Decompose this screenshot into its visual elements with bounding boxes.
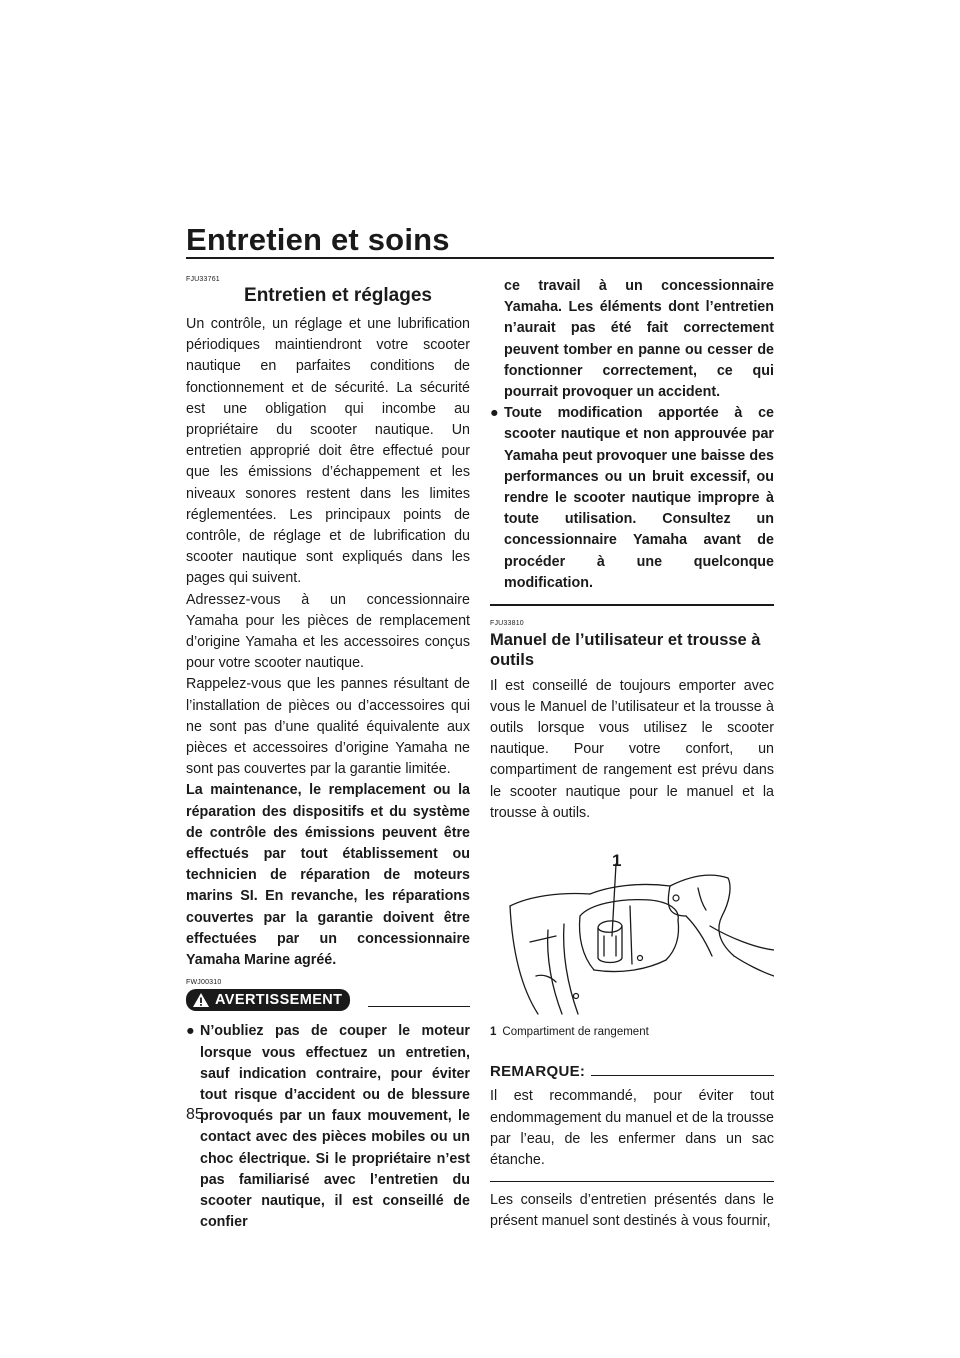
warning-end-rule: [490, 604, 774, 606]
bullet-continuation: ce travail à un concessionnaire Yamaha. Les éléments dont l’entretien n’aurait pas été fait correctement peuvent tomber en panne ou cesser de fonctionner correctement, ce qui pourrait provoquer un accident.: [504, 278, 774, 401]
warning-label: AVERTISSEMENT: [215, 991, 343, 1008]
section-code: FJU33810: [490, 619, 524, 627]
warning-triangle-icon: [192, 992, 210, 1008]
bullet-icon: ●: [490, 405, 499, 422]
section-title: Manuel de l’utilisateur et trousse à outils: [490, 630, 761, 669]
section-code: FJU33761: [186, 276, 220, 283]
warning-header: [186, 989, 470, 1011]
caption-number: 1: [490, 1025, 497, 1038]
bullet-text: N’oubliez pas de couper le moteur lorsque vous effectuez un entretien, sauf indication contraire, pour éviter tout risque d’accident ou de blessure provoqués par un faux mouvement, le contact avec des pièces mobiles ou un choc électrique. Si le propriétaire n’est pas familiarisé avec l’entretien du scooter nautique, il est conseillé de confier: [200, 1023, 470, 1231]
page-title: Entretien et soins: [186, 222, 450, 257]
paragraph: Adressez-vous à un concessionnaire Yamaha pour les pièces de remplacement d’origine Yamaha et les accessoires conçus pour votre scooter nautique.: [186, 591, 470, 672]
caption-text: Compartiment de rangement: [502, 1025, 649, 1038]
list-item: [490, 403, 774, 594]
warning-badge: [186, 989, 350, 1011]
remarque-label: REMARQUE:: [490, 1063, 586, 1081]
figure-callout-number: 1: [612, 850, 622, 870]
bullet-text: Toute modification apportée à ce scooter nautique et non approuvée par Yamaha peut provoquer une baisse des performances ou un bruit excessif, ou rendre le scooter nautique impropre à toute utilisation. Consultez un concessionnaire Yamaha avant de procéder à une quelconque modification.: [504, 405, 774, 591]
bullet-icon: ●: [186, 1023, 195, 1040]
paragraph: Il est conseillé de toujours emporter avec vous le Manuel de l’utilisateur et la trousse à outils lorsque vous utilisez le scooter nautique. Pour votre confort, un compartiment de rangement est prévu dans le scooter nautique pour le manuel et la trousse à outils.: [490, 677, 774, 821]
storage-compartment-illustration: [490, 846, 774, 1016]
remarque-text: Il est recommandé, pour éviter tout endommagement du manuel et de la trousse par l’eau, de les enfermer dans un sac étanche.: [490, 1088, 774, 1168]
left-column: [186, 276, 470, 1233]
header-rule: [186, 257, 774, 259]
paragraph: Un contrôle, un réglage et une lubrification périodiques maintiendront votre scooter nautique en parfaites conditions de fonctionnement et de sécurité. La sécurité est une obligation qui incombe au propriétaire du scooter nautique. Un entretien approprié doit être effectué pour que les émissions d’échappement et les niveaux sonores restent dans les limites réglementées. Les principaux points de contrôle, de réglage et de lubrification du scooter nautique sont expliqués dans les pages qui suivent.: [186, 316, 470, 587]
right-column: [490, 276, 774, 1233]
figure-caption: [490, 1022, 774, 1043]
warning-rule: [368, 1006, 470, 1008]
page-number: 85: [186, 1106, 204, 1123]
paragraph: Rappelez-vous que les pannes résultant de l’installation de pièces ou d’accessoires qui ne sont pas d’une qualité équivalente aux pièces et accessoires d’origine Yamaha ne sont pas couvertes par la garantie limitée.: [186, 676, 470, 778]
remarque-rule: [591, 1075, 774, 1077]
list-item: [186, 1021, 470, 1233]
remarque-header: [490, 1061, 774, 1082]
warning-code: FWJ00310: [186, 979, 222, 987]
paragraph-bold: La maintenance, le remplacement ou la réparation des dispositifs et du système de contrôle des émissions peuvent être effectués par tout établissement ou technicien de réparation de moteurs marins SI. En revanche, les réparations couvertes par la garantie doivent être effectuées par un concessionnaire Yamaha Marine agréé.: [186, 782, 470, 969]
section-title: Entretien et réglages: [244, 285, 432, 306]
remarque-end-rule: [490, 1181, 774, 1182]
jet-ski-drawing: [490, 846, 774, 1016]
paragraph: Les conseils d’entretien présentés dans le présent manuel sont destinés à vous fournir,: [490, 1192, 774, 1230]
